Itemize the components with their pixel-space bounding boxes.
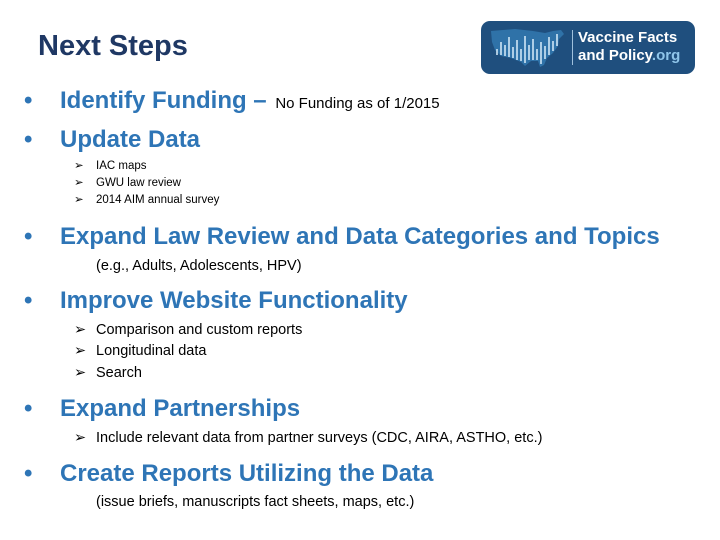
logo-divider <box>572 30 573 65</box>
logo-text <box>578 29 680 65</box>
bullet-text: Update Data <box>60 126 201 153</box>
bullet-dot: • <box>24 223 33 250</box>
bullet-dot: • <box>24 460 33 487</box>
arrow-bullet-icon: ➢ <box>74 430 87 446</box>
logo-line-1: Vaccine Facts <box>578 29 678 46</box>
us-map-icon <box>487 25 569 71</box>
arrow-bullet-icon: ➢ <box>74 177 84 189</box>
sub-bullet <box>74 363 142 384</box>
sub-bullet <box>74 341 206 362</box>
bullet-update-data <box>24 126 200 154</box>
sub-bullet-text: Include relevant data from partner surveys (CDC, AIRA, ASTHO, etc.) <box>96 430 543 446</box>
sub-bullet-text: 2014 AIM annual survey <box>96 194 220 206</box>
bullet-note: (e.g., Adults, Adolescents, HPV) <box>96 258 302 274</box>
bullet-identify-funding <box>24 87 440 118</box>
arrow-bullet-icon: ➢ <box>74 194 84 206</box>
sub-bullet-text: IAC maps <box>96 160 147 172</box>
sub-bullet <box>74 428 542 449</box>
bullet-text: Expand Law Review and Data Categories and Topics <box>60 223 660 250</box>
bullet-text: Improve Website Functionality <box>60 287 408 314</box>
funding-note: No Funding as of 1/2015 <box>275 95 440 112</box>
bullet-dot: • <box>24 287 33 314</box>
arrow-bullet-icon: ➢ <box>74 365 87 381</box>
sub-bullet <box>74 158 147 175</box>
sub-bullet-text: Search <box>96 365 142 381</box>
sub-bullet-text: GWU law review <box>96 177 181 189</box>
vaccine-facts-logo <box>481 21 695 74</box>
logo-line-2 <box>578 47 680 65</box>
bullet-create-reports <box>24 460 433 488</box>
sub-bullet-text: Longitudinal data <box>96 343 207 359</box>
sub-bullet <box>74 175 181 192</box>
bullet-dot: • <box>24 87 33 114</box>
sub-bullet-text: Comparison and custom reports <box>96 322 303 338</box>
logo-tld: .org <box>651 47 681 64</box>
bullet-expand-partnerships <box>24 395 300 423</box>
arrow-bullet-icon: ➢ <box>74 322 87 338</box>
bullet-text: Identify Funding – <box>60 87 267 114</box>
bullet-improve-website <box>24 287 408 315</box>
sub-bullet <box>74 320 302 341</box>
bullet-expand-law-review <box>24 223 660 251</box>
bullet-dot: • <box>24 395 33 422</box>
arrow-bullet-icon: ➢ <box>74 343 87 359</box>
page-title: Next Steps <box>38 30 188 62</box>
sub-bullet <box>74 192 219 209</box>
bullet-dot: • <box>24 126 33 153</box>
arrow-bullet-icon: ➢ <box>74 160 84 172</box>
bullet-text: Expand Partnerships <box>60 395 301 422</box>
logo-name: and Policy <box>578 47 652 64</box>
bullet-text: Create Reports Utilizing the Data <box>60 460 434 487</box>
bullet-note: (issue briefs, manuscripts fact sheets, maps, etc.) <box>96 494 415 510</box>
